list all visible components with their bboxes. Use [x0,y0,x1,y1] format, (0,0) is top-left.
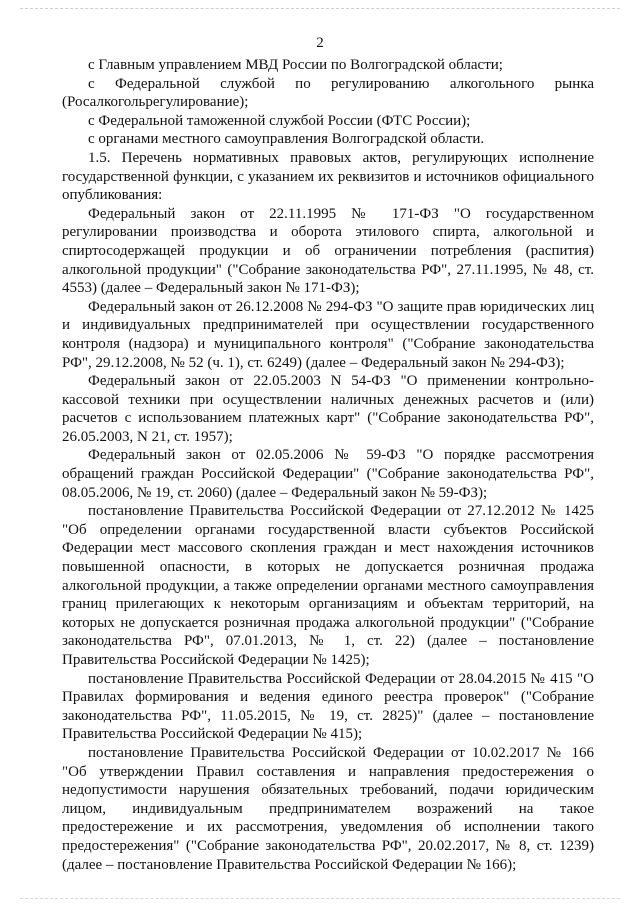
paragraph-law-294-fz: Федеральный закон от 26.12.2008 № 294-ФЗ "О защите прав юридических лиц и индивидуальных предпринимателей при осуществлении государственного контроля (надзора) и муниципального контроля" ("Собрание законодательства РФ", 29.12.2008, № 52 (ч. 1), ст. 6249) (далее – Федеральный закон № 294-ФЗ); [62,298,594,371]
paragraph-resolution-415: постановление Правительства Российской Федерации от 28.04.2015 № 415 "О Правилах формирования и ведения единого реестра проверок" ("Собрание законодательства РФ", 11.05.2015, № 19, ст. 2825)" (далее – постановление Правительства Российской Федерации № 415); [62,670,594,743]
paragraph-fts: с Федеральной таможенной службой России (ФТС России); [88,112,471,129]
page-number: 2 [316,35,324,51]
bottom-scan-edge [20,898,620,899]
paragraph-local-government: с органами местного самоуправления Волгоградской области. [88,131,485,148]
paragraph-rosalkogolregulirovanie: с Федеральной службой по регулированию алкогольного рынка (Росалкогольрегулирование); [62,75,594,111]
top-scan-edge [20,8,620,9]
document-body [62,56,594,874]
paragraph-resolution-1425: постановление Правительства Российской Федерации от 27.12.2012 № 1425 "Об определении органами государственной власти субъектов Российской Федерации мест массового скопления граждан и мест нахождения источников повышенной опасности, в которых не допускается розничная продажа алкогольной продукции, а также определении органами местного самоуправления границ прилегающих к некоторым организациям и объектам территорий, на которых не допускается розничная продажа алкогольной продукции" ("Собрание законодательства РФ", 07.01.2013, № 1, ст. 22) (далее – постановление Правительства Российской Федерации № 1425); [62,503,594,668]
paragraph-law-54-fz: Федеральный закон от 22.05.2003 N 54-ФЗ "О применении контрольно-кассовой техники при осуществлении наличных денежных расчетов и (или) расчетов с использованием платежных карт" ("Собрание законодательства РФ", 26.05.2003, N 21, ст. 1957); [62,373,594,445]
paragraph-law-171-fz: Федеральный закон от 22.11.1995 № 171-ФЗ "О государственном регулировании производства и оборота этилового спирта, алкогольной и спиртосодержащей продукции и об ограничении потребления (распития) алкогольной продукции" ("Собрание законодательства РФ", 27.11.1995, № 48, ст. 4553) (далее – Федеральный закон № 171-ФЗ); [62,205,594,297]
paragraph-resolution-166: постановление Правительства Российской Федерации от 10.02.2017 № 166 "Об утверждении Правил составления и направления предостережения о недопустимости нарушения обязательных требований, подачи юридическим лицом, индивидуальным предпринимателем возражений на такое предостережение и их рассмотрения, уведомления об исполнении такого предостережения" ("Собрание законодательства РФ", 20.02.2017, № 8, ст. 1239) (далее – постановление Правительства Российской Федерации № 166); [62,744,594,873]
paragraph-section-1-5-heading: 1.5. Перечень нормативных правовых актов, регулирующих исполнение государственной функции, с указанием их реквизитов и источников официального опубликования: [62,149,594,204]
paragraph-law-59-fz: Федеральный закон от 02.05.2006 № 59-ФЗ "О порядке рассмотрения обращений граждан Российской Федерации" ("Собрание законодательства РФ", 08.05.2006, № 19, ст. 2060) (далее – Федеральный закон № 59-ФЗ); [62,447,594,501]
paragraph-gu-mvd: с Главным управлением МВД России по Волгоградской области; [88,57,503,73]
